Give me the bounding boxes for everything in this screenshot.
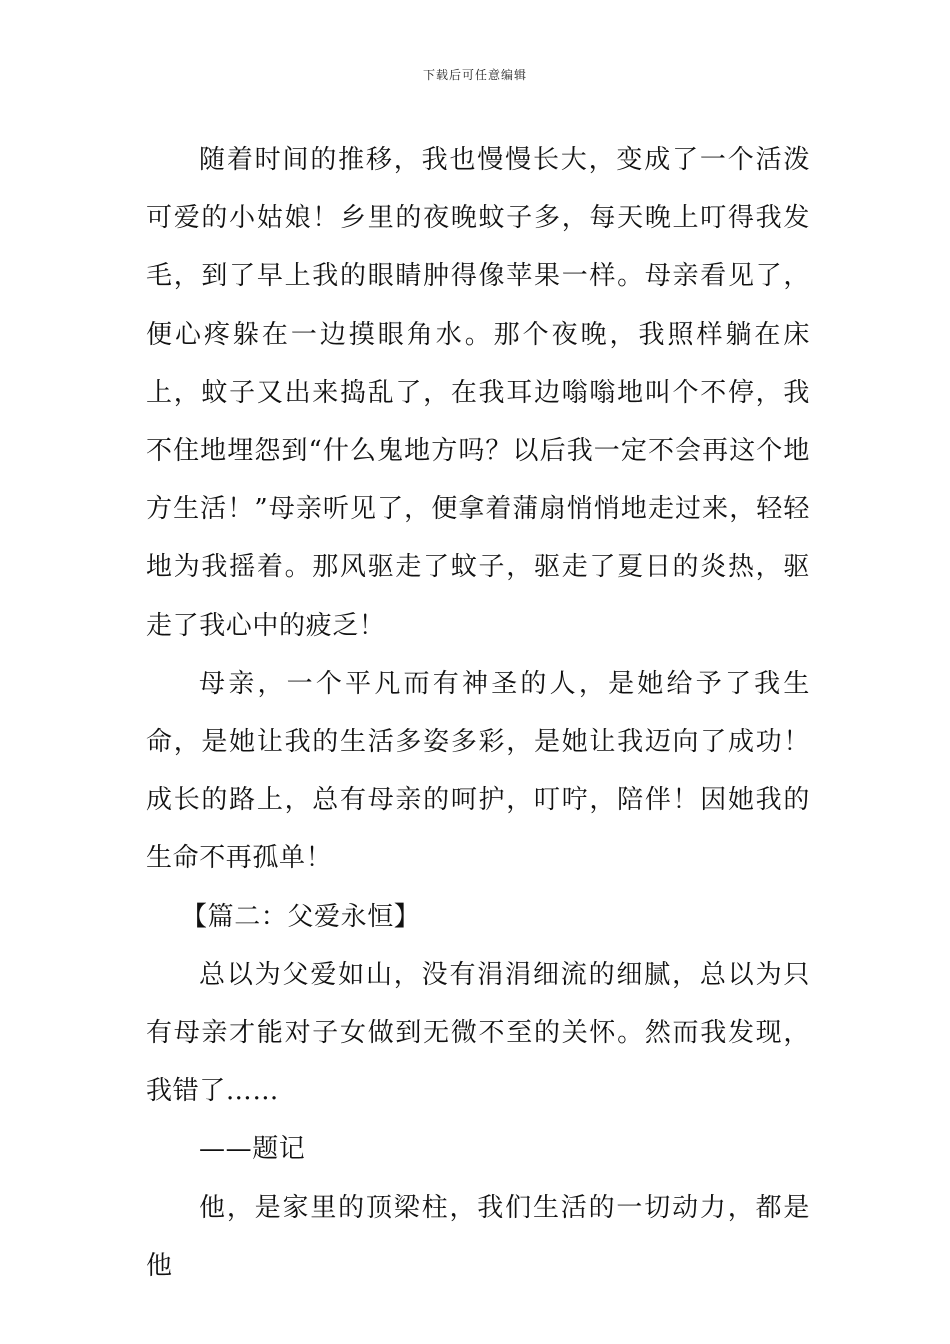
paragraph-father-pillar: 他，是家里的顶梁柱，我们生活的一切动力，都是他 [146, 1192, 810, 1281]
paragraph-childhood: 随着时间的推移，我也慢慢长大，变成了一个活泼可爱的小姑娘！乡里的夜晚蚊子多，每天晚上叮得我发毛，到了早上我的眼睛肿得像苹果一样。母亲看见了，便心疼躲在一边摸眼角水。那个夜晚，我照样躺在床上，蚊子又出来捣乱了，在我耳边嗡嗡地叫个不停，我不住地埋怨到“什么鬼地方吗？以后我一定不会再这个地方生活！”母亲听见了，便拿着蒲扇悄悄地走过来，轻轻地为我摇着。那风驱走了蚊子，驱走了夏日的炎热，驱走了我心中的疲乏！ [146, 145, 810, 641]
epigraph-attribution: ——题记 [199, 1134, 306, 1165]
document-body [146, 131, 810, 1295]
section-heading: 【篇二：父爱永恒】 [181, 901, 421, 932]
paragraph-mother: 母亲，一个平凡而有神圣的人，是她给予了我生命，是她让我的生活多姿多彩，是她让我迈向了成功！成长的路上，总有母亲的呵护，叮咛，陪伴！因她我的生命不再孤单！ [146, 668, 810, 874]
paragraph-father-intro: 总以为父爱如山，没有涓涓细流的细腻，总以为只有母亲才能对子女做到无微不至的关怀。然而我发现，我错了…… [146, 959, 810, 1107]
page-header: 下载后可任意编辑 [422, 68, 527, 82]
